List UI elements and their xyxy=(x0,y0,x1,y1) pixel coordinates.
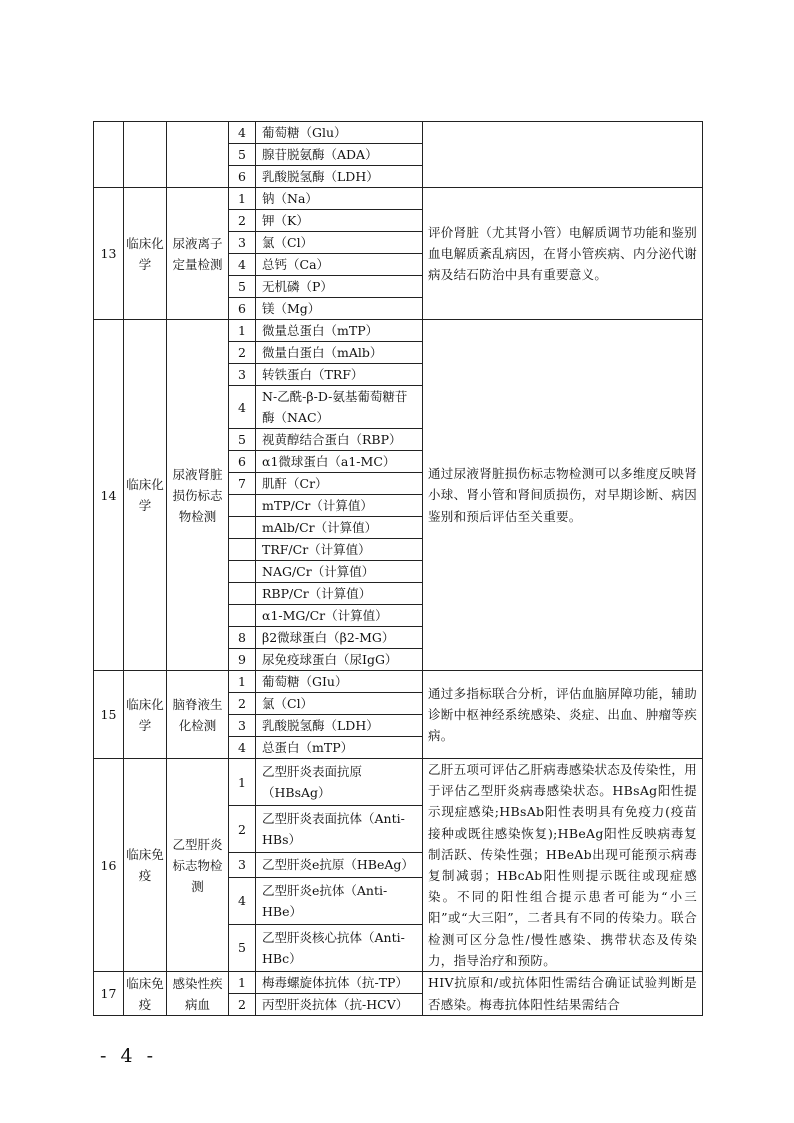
project-cell: 尿液肾脏损伤标志物检测 xyxy=(167,320,229,671)
item-name: 尿免疫球蛋白（尿IgG） xyxy=(256,649,423,671)
item-number: 4 xyxy=(229,737,256,759)
item-number: 5 xyxy=(229,144,256,166)
description-cell: 评价肾脏（尤其肾小管）电解质调节功能和鉴别血电解质紊乱病因，在肾小管疾病、内分泌代谢病及结石防治中具有重要意义。 xyxy=(423,188,703,320)
item-number: 6 xyxy=(229,166,256,188)
item-number xyxy=(229,583,256,605)
item-name: RBP/Cr（计算值） xyxy=(256,583,423,605)
category-cell: 临床免疫 xyxy=(124,972,167,1016)
item-name: NAG/Cr（计算值） xyxy=(256,561,423,583)
item-name: N-乙酰-β-D-氨基葡萄糖苷酶（NAC） xyxy=(256,386,423,429)
item-number: 2 xyxy=(229,994,256,1016)
project-cell: 脑脊液生化检测 xyxy=(167,671,229,759)
item-number: 1 xyxy=(229,188,256,210)
item-number: 4 xyxy=(229,254,256,276)
project-cell: 乙型肝炎标志物检测 xyxy=(167,759,229,972)
table-row xyxy=(94,188,703,210)
row-number xyxy=(94,122,124,188)
item-name: 转铁蛋白（TRF） xyxy=(256,364,423,386)
row-number: 17 xyxy=(94,972,124,1016)
category-cell: 临床化学 xyxy=(124,320,167,671)
project-cell: 感染性疾病血 xyxy=(167,972,229,1016)
item-name: 镁（Mg） xyxy=(256,298,423,320)
item-number: 3 xyxy=(229,853,256,877)
description-cell xyxy=(423,122,703,188)
item-number: 2 xyxy=(229,342,256,364)
item-number: 1 xyxy=(229,759,256,806)
item-name: 丙型肝炎抗体（抗-HCV） xyxy=(256,994,423,1016)
item-number: 2 xyxy=(229,806,256,853)
item-number: 3 xyxy=(229,364,256,386)
item-name: mAlb/Cr（计算值） xyxy=(256,517,423,539)
table-row xyxy=(94,122,703,144)
description-cell: 通过多指标联合分析，评估血脑屏障功能，辅助诊断中枢神经系统感染、炎症、出血、肿瘤等疾病。 xyxy=(423,671,703,759)
row-number: 14 xyxy=(94,320,124,671)
item-name: mTP/Cr（计算值） xyxy=(256,495,423,517)
item-number: 4 xyxy=(229,122,256,144)
item-number xyxy=(229,561,256,583)
row-number: 13 xyxy=(94,188,124,320)
table-row xyxy=(94,972,703,994)
project-cell: 尿液离子定量检测 xyxy=(167,188,229,320)
page-number: - 4 - xyxy=(100,1045,158,1067)
item-number: 5 xyxy=(229,276,256,298)
test-items-table xyxy=(93,121,703,1016)
item-number: 4 xyxy=(229,386,256,429)
item-name: 梅毒螺旋体抗体（抗-TP） xyxy=(256,972,423,994)
item-name: 氯（Cl） xyxy=(256,232,423,254)
item-name: 葡萄糖（GIu） xyxy=(256,671,423,693)
item-name: TRF/Cr（计算值） xyxy=(256,539,423,561)
item-name: 肌酐（Cr） xyxy=(256,473,423,495)
item-name: 钠（Na） xyxy=(256,188,423,210)
item-number: 1 xyxy=(229,671,256,693)
item-name: 乙型肝炎e抗体（Anti-HBe） xyxy=(256,877,423,924)
description-cell: HIV抗原和/或抗体阳性需结合确证试验判断是否感染。梅毒抗体阳性结果需结合 xyxy=(423,972,703,1016)
item-name: 乙型肝炎表面抗原（HBsAg） xyxy=(256,759,423,806)
item-name: 乳酸脱氢酶（LDH） xyxy=(256,715,423,737)
category-cell: 临床化学 xyxy=(124,671,167,759)
item-number: 1 xyxy=(229,972,256,994)
project-cell xyxy=(167,122,229,188)
item-number: 1 xyxy=(229,320,256,342)
item-number xyxy=(229,605,256,627)
item-number: 3 xyxy=(229,715,256,737)
item-number: 7 xyxy=(229,473,256,495)
item-number: 3 xyxy=(229,232,256,254)
row-number: 15 xyxy=(94,671,124,759)
table-row xyxy=(94,671,703,693)
item-number: 4 xyxy=(229,877,256,924)
item-number: 6 xyxy=(229,298,256,320)
row-number: 16 xyxy=(94,759,124,972)
item-name: 乙型肝炎e抗原（HBeAg） xyxy=(256,853,423,877)
description-cell: 通过尿液肾脏损伤标志物检测可以多维度反映肾小球、肾小管和肾间质损伤，对早期诊断、病因鉴别和预后评估至关重要。 xyxy=(423,320,703,671)
category-cell: 临床化学 xyxy=(124,188,167,320)
item-name: 微量白蛋白（mAlb） xyxy=(256,342,423,364)
item-name: 氯（Cl） xyxy=(256,693,423,715)
item-name: 微量总蛋白（mTP） xyxy=(256,320,423,342)
item-name: 腺苷脱氨酶（ADA） xyxy=(256,144,423,166)
item-name: 乙型肝炎核心抗体（Anti-HBc） xyxy=(256,924,423,971)
item-name: 总蛋白（mTP） xyxy=(256,737,423,759)
item-name: 乙型肝炎表面抗体（Anti-HBs） xyxy=(256,806,423,853)
description-cell: 乙肝五项可评估乙肝病毒感染状态及传染性，用于评估乙型肝炎病毒感染状态。HBsAg阳性提示现症感染;HBsAb阳性表明具有免疫力(疫苗接种或既往感染恢复);HBeAg阳性反映病毒复制活跃、传染性强；HBeAb出现可能预示病毒复制减弱；HBcAb阳性则提示既往或现症感染。不同的阳性组合提示患者可能为“小三阳”或“大三阳”，二者具有不同的传染力。联合检测可区分急性/慢性感染、携带状态及传染力，指导治疗和预防。 xyxy=(423,759,703,972)
item-name: α1微球蛋白（a1-MC） xyxy=(256,451,423,473)
item-name: α1-MG/Cr（计算值） xyxy=(256,605,423,627)
item-number: 8 xyxy=(229,627,256,649)
table-row xyxy=(94,759,703,806)
item-number: 9 xyxy=(229,649,256,671)
item-number: 6 xyxy=(229,451,256,473)
item-name: 钾（K） xyxy=(256,210,423,232)
item-number xyxy=(229,517,256,539)
item-name: 乳酸脱氢酶（LDH） xyxy=(256,166,423,188)
item-number xyxy=(229,495,256,517)
item-name: 葡萄糖（Glu） xyxy=(256,122,423,144)
item-number: 2 xyxy=(229,693,256,715)
item-name: 无机磷（P） xyxy=(256,276,423,298)
item-name: 总钙（Ca） xyxy=(256,254,423,276)
item-number: 2 xyxy=(229,210,256,232)
item-number xyxy=(229,539,256,561)
item-number: 5 xyxy=(229,429,256,451)
category-cell: 临床免疫 xyxy=(124,759,167,972)
item-name: 视黄醇结合蛋白（RBP） xyxy=(256,429,423,451)
category-cell xyxy=(124,122,167,188)
item-name: β2微球蛋白（β2-MG） xyxy=(256,627,423,649)
table-row xyxy=(94,320,703,342)
item-number: 5 xyxy=(229,924,256,971)
